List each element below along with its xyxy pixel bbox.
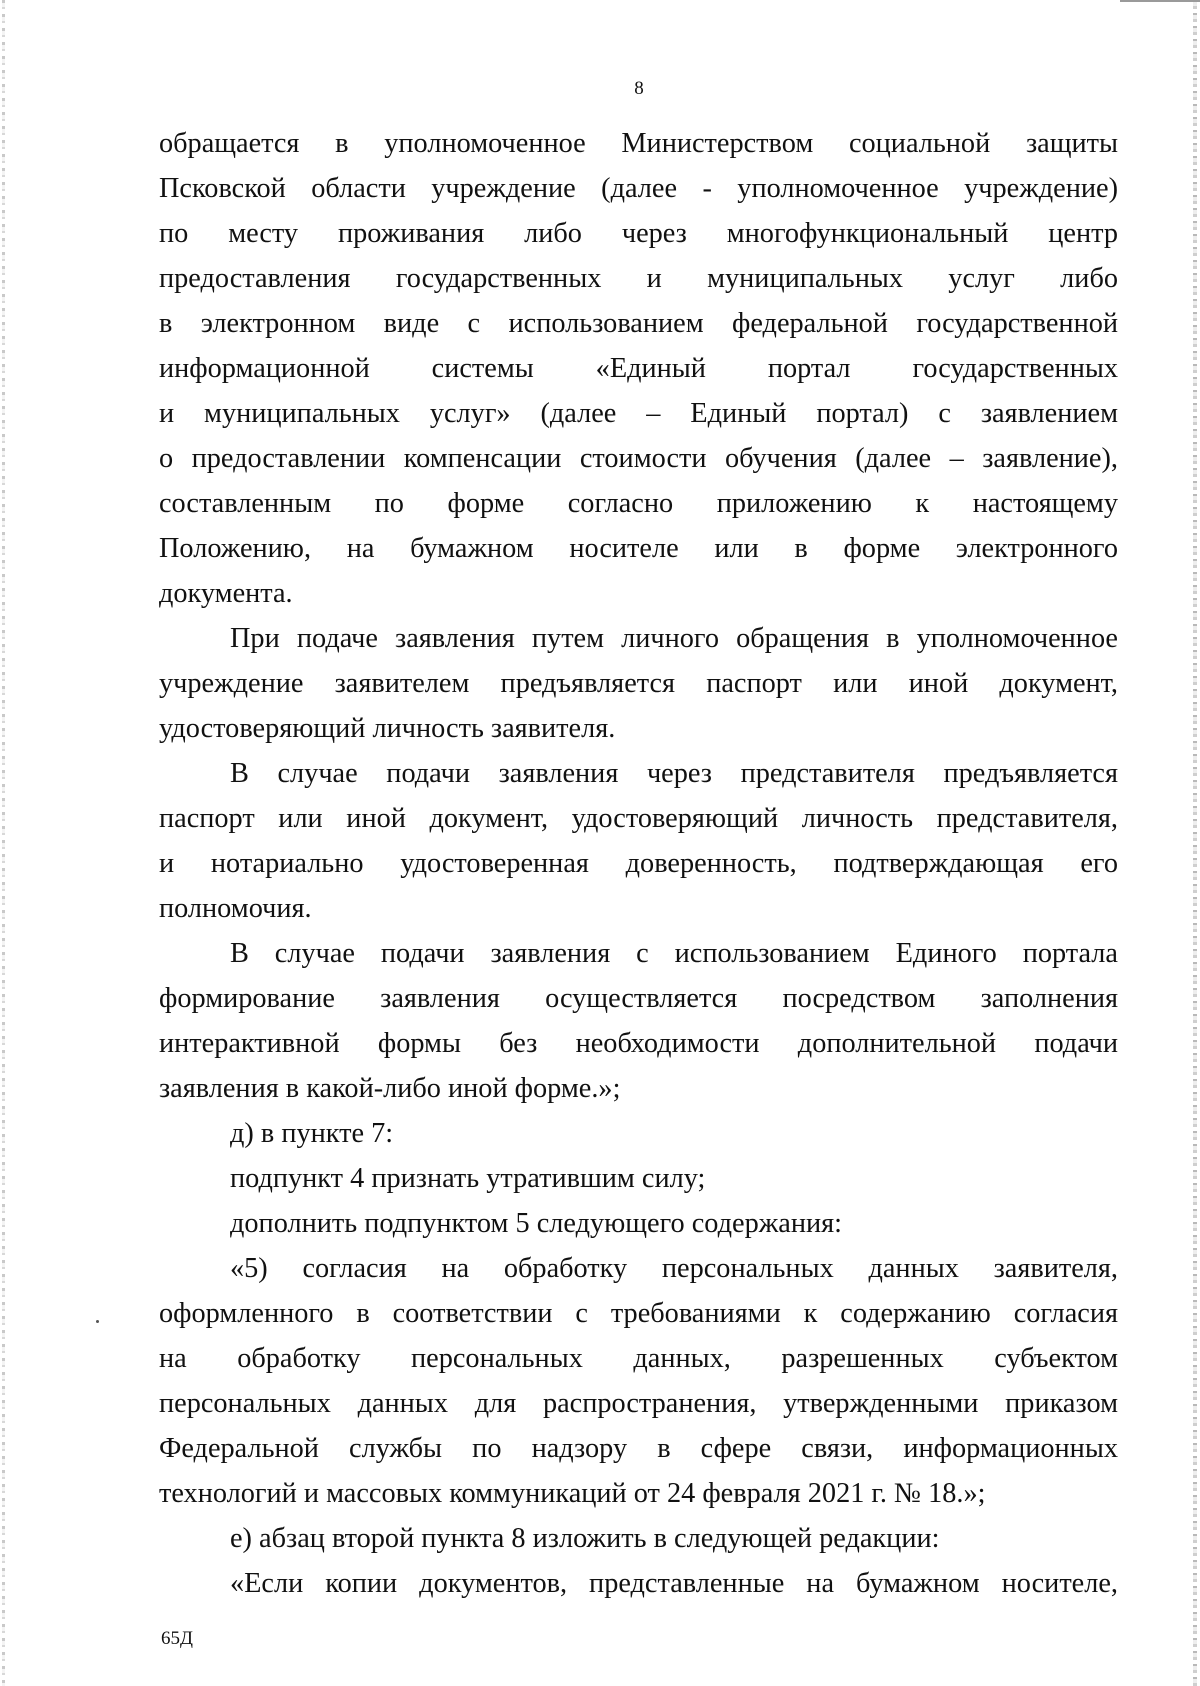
text-line: предоставления государственных и муниципальных услуг либо: [159, 263, 1118, 294]
text-line: Федеральной службы по надзору в сфере связи, информационных: [159, 1433, 1118, 1464]
text-line: «5) согласия на обработку персональных данных заявителя,: [230, 1253, 1118, 1284]
text-line: При подаче заявления путем личного обращения в уполномоченное: [230, 623, 1118, 654]
text-line: дополнить подпунктом 5 следующего содержания:: [230, 1208, 843, 1239]
text-line: информационной системы «Единый портал государственных: [159, 353, 1118, 384]
text-line: оформленного в соответствии с требованиями к содержанию согласия: [159, 1298, 1118, 1329]
text-line: В случае подачи заявления через представителя предъявляется: [230, 758, 1118, 789]
scan-edge-left: [2, 0, 5, 1686]
paragraph: [159, 751, 1118, 931]
paragraph: [159, 1561, 1118, 1606]
text-line: и муниципальных услуг» (далее – Единый портал) с заявлением: [159, 398, 1118, 429]
text-line: «Если копии документов, представленные на бумажном носителе,: [230, 1568, 1118, 1599]
text-line: паспорт или иной документ, удостоверяющий личность представителя,: [159, 803, 1118, 834]
scan-edge-right: [1193, 0, 1197, 1686]
text-line: о предоставлении компенсации стоимости обучения (далее – заявление),: [159, 443, 1118, 474]
text-line: удостоверяющий личность заявителя.: [159, 713, 616, 744]
paragraph: [159, 1246, 1118, 1516]
text-line: обращается в уполномоченное Министерством социальной защиты: [159, 128, 1118, 159]
text-line: Положению, на бумажном носителе или в форме электронного: [159, 533, 1118, 564]
text-line: заявления в какой-либо иной форме.»;: [159, 1073, 621, 1104]
scan-edge-top: [1120, 0, 1200, 2]
text-line: на обработку персональных данных, разрешенных субъектом: [159, 1343, 1118, 1374]
paragraph: [159, 931, 1118, 1111]
text-line: В случае подачи заявления с использованием Единого портала: [230, 938, 1118, 969]
text-line: Псковской области учреждение (далее - уполномоченное учреждение): [159, 173, 1118, 204]
footer-code: 65Д: [161, 1628, 193, 1649]
text-line: и нотариально удостоверенная доверенность, подтверждающая его: [159, 848, 1118, 879]
text-line: документа.: [159, 578, 293, 609]
page-number: 8: [634, 78, 644, 99]
paragraph: [159, 1201, 1118, 1246]
text-line: составленным по форме согласно приложению к настоящему: [159, 488, 1118, 519]
text-line: технологий и массовых коммуникаций от 24 февраля 2021 г. № 18.»;: [159, 1478, 986, 1509]
text-line: по месту проживания либо через многофункциональный центр: [159, 218, 1118, 249]
document-body: [159, 121, 1118, 1606]
text-line: учреждение заявителем предъявляется паспорт или иной документ,: [159, 668, 1118, 699]
paragraph: [159, 1156, 1118, 1201]
paragraph: [159, 121, 1118, 616]
text-line: полномочия.: [159, 893, 312, 924]
paragraph: [159, 1111, 1118, 1156]
text-line: в электронном виде с использованием федеральной государственной: [159, 308, 1118, 339]
text-line: д) в пункте 7:: [230, 1118, 394, 1149]
scan-speck: [96, 1320, 99, 1323]
text-line: интерактивной формы без необходимости дополнительной подачи: [159, 1028, 1118, 1059]
paragraph: [159, 1516, 1118, 1561]
text-line: е) абзац второй пункта 8 изложить в следующей редакции:: [230, 1523, 940, 1554]
text-line: подпункт 4 признать утратившим силу;: [230, 1163, 706, 1194]
text-line: персональных данных для распространения, утвержденными приказом: [159, 1388, 1118, 1419]
paragraph: [159, 616, 1118, 751]
text-line: формирование заявления осуществляется посредством заполнения: [159, 983, 1118, 1014]
